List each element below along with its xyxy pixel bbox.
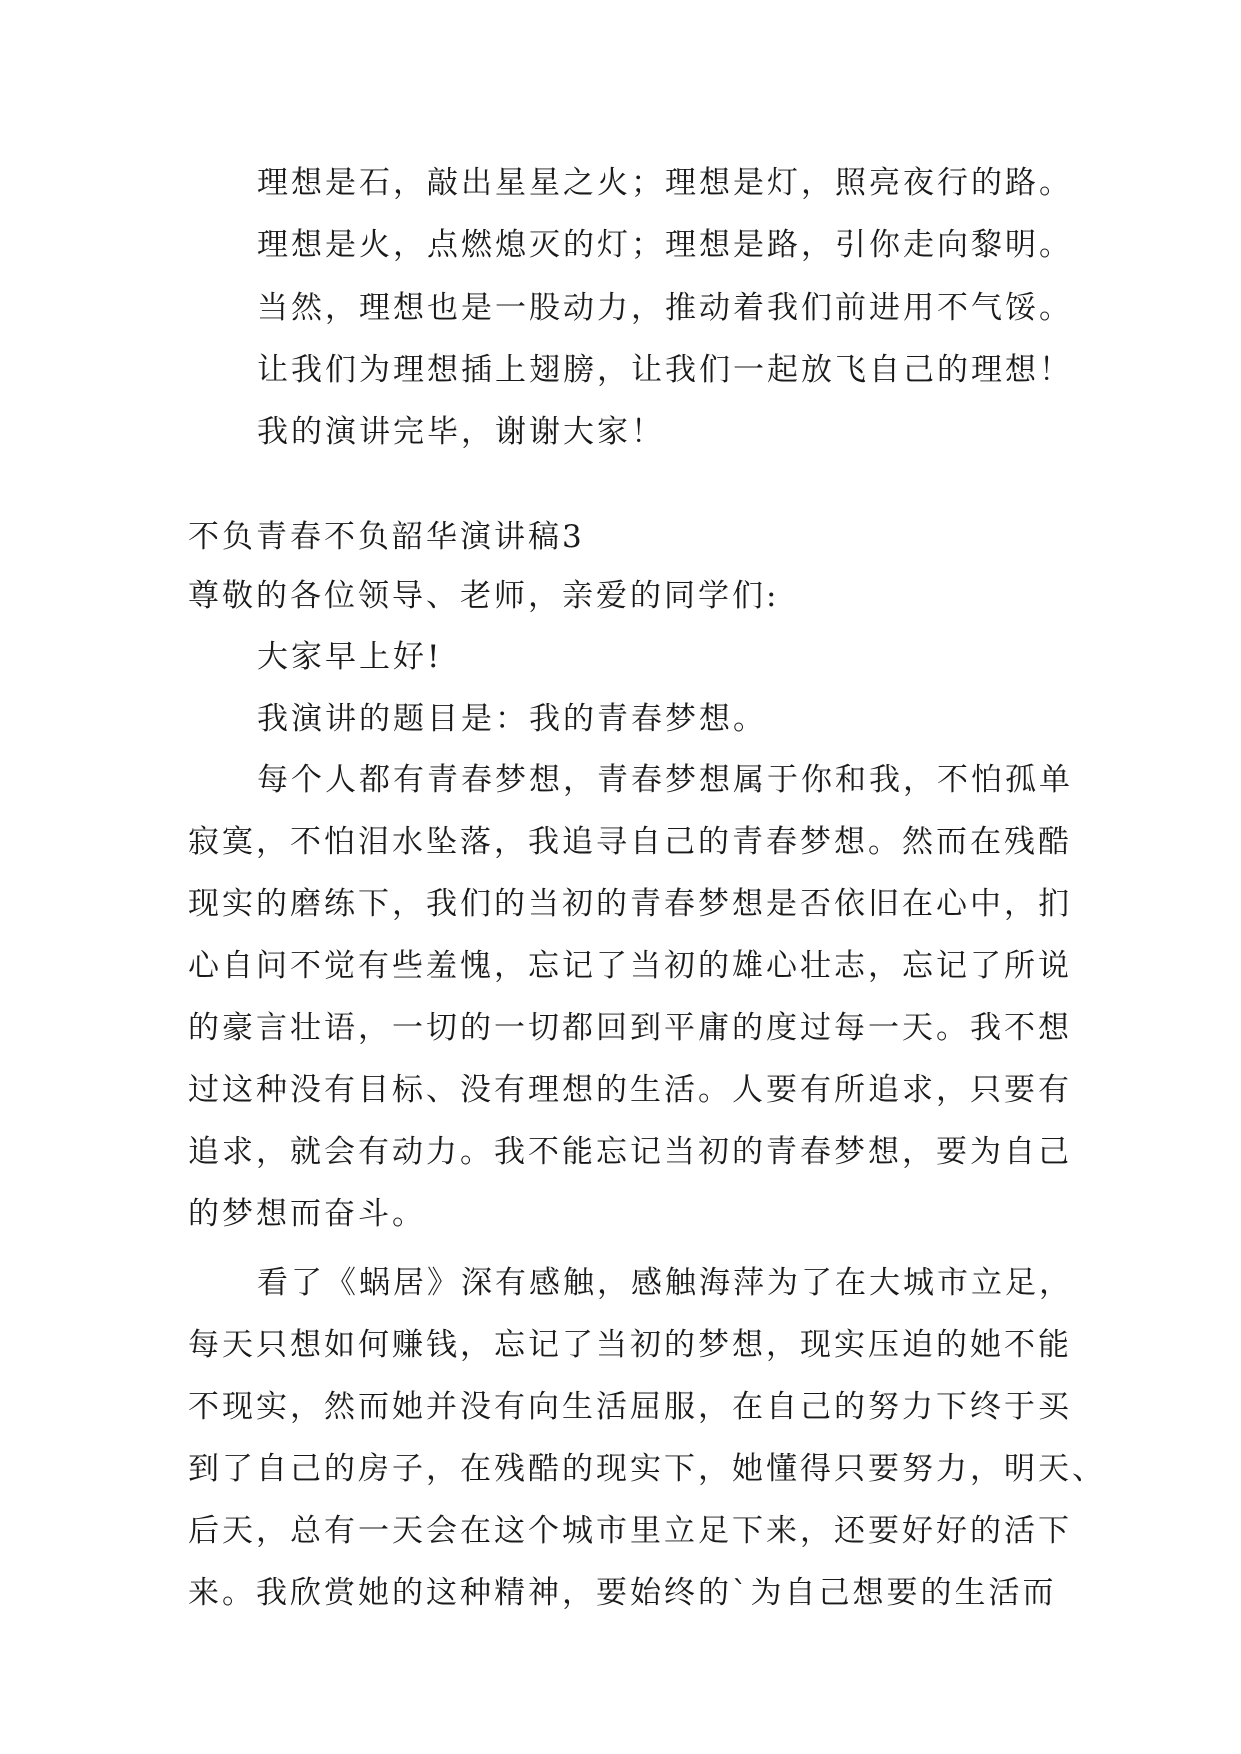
paragraph-line: 来。我欣赏她的这种精神，要始终的`为自己想要的生活而 bbox=[188, 1575, 1057, 1611]
paragraph-line: 过这种没有目标、没有理想的生活。人要有所追求，只要有 bbox=[188, 1072, 1072, 1108]
paragraph-line: 不现实，然而她并没有向生活屈服，在自己的努力下终于买 bbox=[188, 1389, 1072, 1425]
paragraph-line: 看了《蜗居》深有感触，感触海萍为了在大城市立足， bbox=[257, 1265, 1073, 1301]
text-line: 让我们为理想插上翅膀，让我们一起放飞自己的理想！ bbox=[257, 352, 1073, 388]
paragraph-line: 后天，总有一天会在这个城市里立足下来，还要好好的活下 bbox=[188, 1513, 1072, 1549]
paragraph-line: 现实的磨练下，我们的当初的青春梦想是否依旧在心中，扪 bbox=[188, 886, 1072, 922]
topic-line: 我演讲的题目是：我的青春梦想。 bbox=[257, 701, 767, 737]
paragraph-line: 的豪言壮语，一切的一切都回到平庸的度过每一天。我不想 bbox=[188, 1010, 1072, 1046]
paragraph-line: 追求，就会有动力。我不能忘记当初的青春梦想，要为自己 bbox=[188, 1134, 1072, 1170]
text-line: 理想是石，敲出星星之火；理想是灯，照亮夜行的路。 bbox=[257, 165, 1073, 201]
paragraph-line: 每个人都有青春梦想，青春梦想属于你和我，不怕孤单 bbox=[257, 762, 1073, 798]
paragraph-line: 到了自己的房子，在残酷的现实下，她懂得只要努力，明天、 bbox=[188, 1451, 1106, 1487]
text-line: 理想是火，点燃熄灭的灯；理想是路，引你走向黎明。 bbox=[257, 227, 1073, 263]
paragraph-line: 每天只想如何赚钱，忘记了当初的梦想，现实压迫的她不能 bbox=[188, 1327, 1072, 1363]
text-line: 当然，理想也是一股动力，推动着我们前进用不气馁。 bbox=[257, 290, 1073, 326]
text-line: 我的演讲完毕，谢谢大家！ bbox=[257, 414, 665, 450]
paragraph-line: 的梦想而奋斗。 bbox=[188, 1196, 426, 1232]
salutation: 尊敬的各位领导、老师，亲爱的同学们: bbox=[188, 578, 780, 614]
greeting: 大家早上好! bbox=[257, 639, 443, 675]
paragraph-line: 寂寞，不怕泪水坠落，我追寻自己的青春梦想。然而在残酷 bbox=[188, 824, 1072, 860]
paragraph-line: 心自问不觉有些羞愧，忘记了当初的雄心壮志，忘记了所说 bbox=[188, 948, 1072, 984]
section-title: 不负青春不负韶华演讲稿3 bbox=[188, 519, 585, 555]
